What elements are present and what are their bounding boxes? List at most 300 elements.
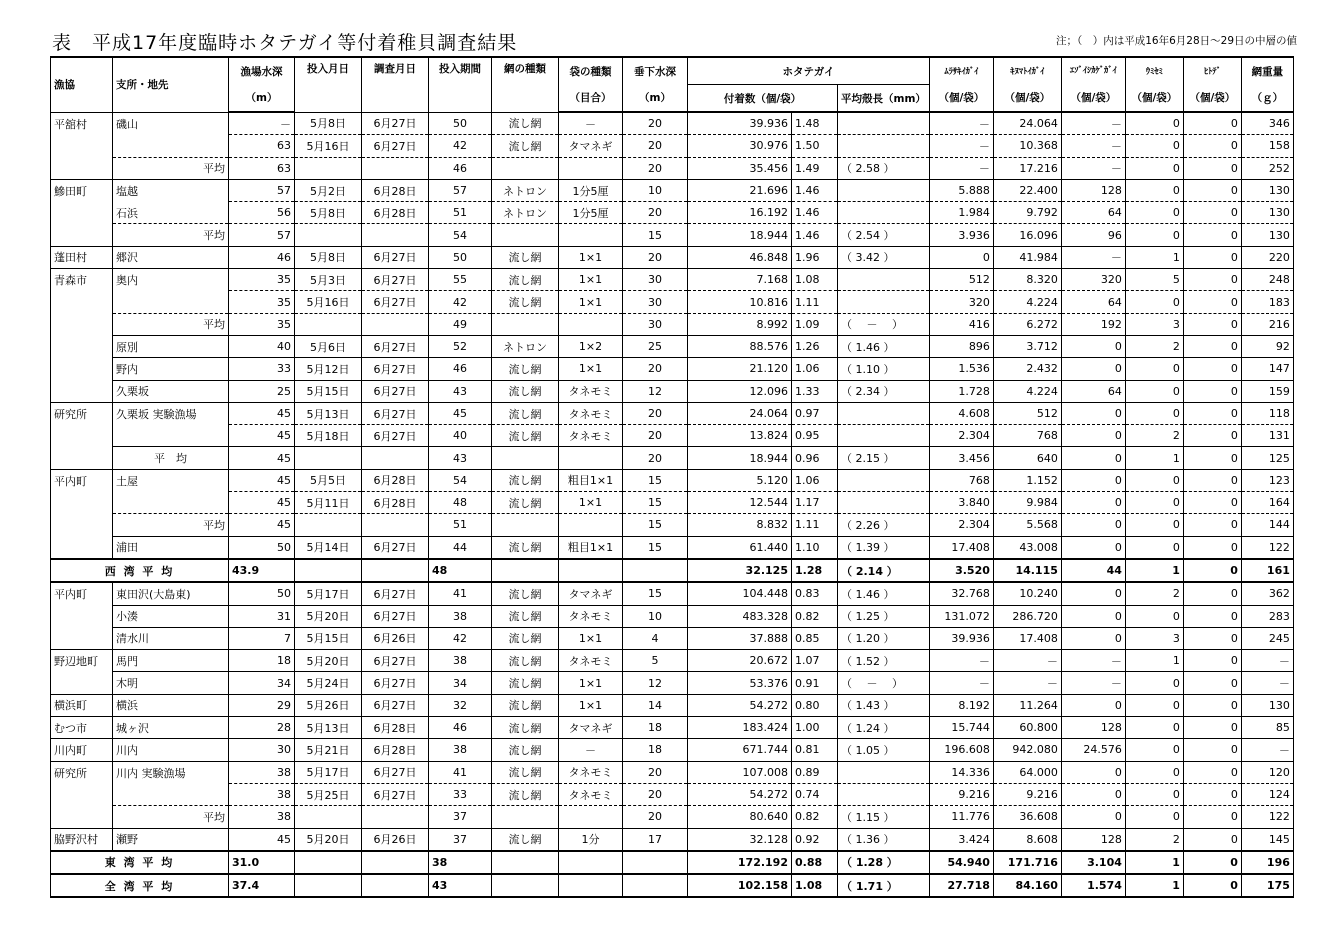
header-hang: 垂下水深 <box>623 57 688 85</box>
fishery-cell: 野辺地町 <box>51 650 113 672</box>
branch-cell <box>113 291 229 313</box>
net-weight-cell: － <box>1241 650 1293 672</box>
fishery-cell <box>51 447 113 469</box>
start-date-cell <box>295 447 362 469</box>
species-4-cell: 0 <box>1125 672 1183 694</box>
species-3-cell: 0 <box>1061 447 1125 469</box>
survey-date-cell: 6月28日 <box>362 739 429 761</box>
net-weight-cell: 216 <box>1241 313 1293 335</box>
species-3-cell: 0 <box>1061 761 1125 783</box>
period-cell: 51 <box>429 202 492 224</box>
period-cell: 44 <box>429 536 492 559</box>
species-4-cell: 0 <box>1125 202 1183 224</box>
previous-length-cell: （ 2.58 ） <box>838 157 930 179</box>
survey-date-cell: 6月27日 <box>362 269 429 291</box>
scallop-count-cell: 88.576 <box>688 335 792 357</box>
table-row <box>51 269 1294 291</box>
start-date-cell: 5月14日 <box>295 536 362 559</box>
net-type-cell <box>492 874 559 897</box>
period-cell: 48 <box>429 559 492 582</box>
net-type-cell <box>492 806 559 828</box>
depth-cell: 31.0 <box>229 851 295 874</box>
scallop-length-cell: 1.08 <box>792 874 838 897</box>
species-2-cell: 640 <box>993 447 1061 469</box>
species-2-cell: 10.240 <box>993 582 1061 605</box>
survey-date-cell <box>362 874 429 897</box>
fishery-cell <box>51 627 113 649</box>
species-3-cell: 0 <box>1061 492 1125 514</box>
species-5-cell: 0 <box>1183 380 1241 402</box>
depth-cell: 45 <box>229 828 295 851</box>
branch-cell: 平均 <box>113 514 229 536</box>
scallop-count-cell: 61.440 <box>688 536 792 559</box>
branch-cell: 石浜 <box>113 202 229 224</box>
scallop-length-cell: 1.49 <box>792 157 838 179</box>
scallop-count-cell: 102.158 <box>688 874 792 897</box>
start-date-cell: 5月5日 <box>295 469 362 491</box>
period-cell: 43 <box>429 447 492 469</box>
species-1-cell: － <box>929 672 993 694</box>
header-unit-3: （個/袋） <box>1061 85 1125 113</box>
header-length: 平均殻長（mm） <box>838 85 930 113</box>
hang-depth-cell: 10 <box>623 179 688 201</box>
period-cell: 50 <box>429 112 492 135</box>
header-hang-unit: （m） <box>623 85 688 113</box>
net-type-cell <box>492 447 559 469</box>
scallop-count-cell: 46.848 <box>688 246 792 268</box>
species-1-cell: 2.304 <box>929 425 993 447</box>
species-2-cell: 942.080 <box>993 739 1061 761</box>
hang-depth-cell: 15 <box>623 492 688 514</box>
species-5-cell: 0 <box>1183 358 1241 380</box>
species-4-cell: 1 <box>1125 874 1183 897</box>
survey-date-cell: 6月27日 <box>362 783 429 805</box>
species-1-cell: 27.718 <box>929 874 993 897</box>
scallop-count-cell: 20.672 <box>688 650 792 672</box>
header-scallop: ホタテガイ <box>688 57 930 85</box>
species-3-cell: 0 <box>1061 536 1125 559</box>
species-2-cell: 4.224 <box>993 291 1061 313</box>
branch-cell: 平 均 <box>113 447 229 469</box>
species-2-cell: 9.984 <box>993 492 1061 514</box>
species-1-cell: － <box>929 112 993 135</box>
start-date-cell: 5月13日 <box>295 402 362 424</box>
fishery-cell: 青森市 <box>51 269 113 291</box>
period-cell: 48 <box>429 492 492 514</box>
survey-date-cell: 6月27日 <box>362 672 429 694</box>
bag-type-cell: 1×1 <box>559 246 623 268</box>
previous-length-cell: （ 1.24 ） <box>838 717 930 739</box>
species-5-cell: 0 <box>1183 269 1241 291</box>
species-3-cell: 96 <box>1061 224 1125 246</box>
net-weight-cell: 175 <box>1241 874 1293 897</box>
species-4-cell: 0 <box>1125 492 1183 514</box>
depth-cell: 56 <box>229 202 295 224</box>
previous-length-cell: （ 1.15 ） <box>838 806 930 828</box>
net-type-cell <box>492 559 559 582</box>
net-weight-cell: 346 <box>1241 112 1293 135</box>
scallop-length-cell: 1.11 <box>792 291 838 313</box>
table-row <box>51 650 1294 672</box>
fishery-cell <box>51 224 113 246</box>
scallop-count-cell: 5.120 <box>688 469 792 491</box>
period-cell: 41 <box>429 582 492 605</box>
species-3-cell: 320 <box>1061 269 1125 291</box>
scallop-count-cell: 24.064 <box>688 402 792 424</box>
scallop-count-cell: 39.936 <box>688 112 792 135</box>
previous-length-cell: （ 1.46 ） <box>838 335 930 357</box>
bag-type-cell: 1×1 <box>559 358 623 380</box>
period-cell: 54 <box>429 469 492 491</box>
bag-type-cell <box>559 447 623 469</box>
species-1-cell: 54.940 <box>929 851 993 874</box>
bag-type-cell <box>559 806 623 828</box>
hang-depth-cell: 20 <box>623 761 688 783</box>
species-2-cell: 24.064 <box>993 112 1061 135</box>
hang-depth-cell: 20 <box>623 135 688 157</box>
species-1-cell: 11.776 <box>929 806 993 828</box>
start-date-cell: 5月8日 <box>295 202 362 224</box>
net-type-cell: 流し網 <box>492 650 559 672</box>
depth-cell: 35 <box>229 269 295 291</box>
header-count: 付着数（個/袋） <box>688 85 838 113</box>
species-2-cell: 17.216 <box>993 157 1061 179</box>
scallop-length-cell: 1.96 <box>792 246 838 268</box>
species-2-cell: 3.712 <box>993 335 1061 357</box>
scallop-length-cell: 0.74 <box>792 783 838 805</box>
species-2-cell: 9.792 <box>993 202 1061 224</box>
species-5-cell: 0 <box>1183 469 1241 491</box>
species-2-cell: 5.568 <box>993 514 1061 536</box>
species-1-cell: 15.744 <box>929 717 993 739</box>
net-type-cell: 流し網 <box>492 582 559 605</box>
previous-length-cell: （ 1.05 ） <box>838 739 930 761</box>
species-1-cell: 1.536 <box>929 358 993 380</box>
scallop-count-cell: 37.888 <box>688 627 792 649</box>
scallop-count-cell: 8.992 <box>688 313 792 335</box>
survey-date-cell: 6月27日 <box>362 761 429 783</box>
hang-depth-cell: 17 <box>623 828 688 851</box>
depth-cell: 38 <box>229 783 295 805</box>
previous-length-cell <box>838 469 930 491</box>
bag-type-cell: タマネギ <box>559 717 623 739</box>
species-3-cell: － <box>1061 246 1125 268</box>
depth-cell: 63 <box>229 135 295 157</box>
period-cell: 38 <box>429 739 492 761</box>
header-species-2: ｷﾇﾏﾄｲｶﾞｲ <box>993 57 1061 85</box>
species-5-cell: 0 <box>1183 739 1241 761</box>
depth-cell: 45 <box>229 425 295 447</box>
species-3-cell: 0 <box>1061 514 1125 536</box>
previous-length-cell <box>838 291 930 313</box>
survey-date-cell: 6月27日 <box>362 694 429 716</box>
species-2-cell: 11.264 <box>993 694 1061 716</box>
depth-cell: 7 <box>229 627 295 649</box>
survey-date-cell: 6月28日 <box>362 469 429 491</box>
table-row <box>51 246 1294 268</box>
scallop-count-cell: 32.125 <box>688 559 792 582</box>
hang-depth-cell: 4 <box>623 627 688 649</box>
hang-depth-cell: 15 <box>623 582 688 605</box>
species-3-cell: 0 <box>1061 358 1125 380</box>
previous-length-cell: （ 1.52 ） <box>838 650 930 672</box>
fishery-cell <box>51 605 113 627</box>
start-date-cell: 5月21日 <box>295 739 362 761</box>
previous-length-cell: （ 1.36 ） <box>838 828 930 851</box>
period-cell: 38 <box>429 605 492 627</box>
net-weight-cell: 248 <box>1241 269 1293 291</box>
species-1-cell: 1.984 <box>929 202 993 224</box>
table-row <box>51 202 1294 224</box>
fishery-cell <box>51 425 113 447</box>
branch-cell: 土屋 <box>113 469 229 491</box>
table-row <box>51 469 1294 491</box>
net-weight-cell: 131 <box>1241 425 1293 447</box>
previous-length-cell <box>838 135 930 157</box>
species-3-cell: 44 <box>1061 559 1125 582</box>
species-1-cell: － <box>929 650 993 672</box>
net-weight-cell: 144 <box>1241 514 1293 536</box>
species-2-cell: 17.408 <box>993 627 1061 649</box>
species-3-cell: 0 <box>1061 469 1125 491</box>
scallop-count-cell: 104.448 <box>688 582 792 605</box>
previous-length-cell: （ 1.71 ） <box>838 874 930 897</box>
header-unit-5: （個/袋） <box>1183 85 1241 113</box>
depth-cell: 57 <box>229 179 295 201</box>
table-row <box>51 627 1294 649</box>
depth-cell: 50 <box>229 536 295 559</box>
net-weight-cell: 92 <box>1241 335 1293 357</box>
survey-date-cell: 6月27日 <box>362 536 429 559</box>
species-4-cell: 3 <box>1125 627 1183 649</box>
bag-type-cell: 1×1 <box>559 269 623 291</box>
period-cell: 37 <box>429 828 492 851</box>
depth-cell: 28 <box>229 717 295 739</box>
species-1-cell: 3.424 <box>929 828 993 851</box>
previous-length-cell <box>838 783 930 805</box>
species-4-cell: 0 <box>1125 402 1183 424</box>
table-row <box>51 402 1294 424</box>
start-date-cell: 5月8日 <box>295 112 362 135</box>
species-4-cell: 1 <box>1125 559 1183 582</box>
previous-length-cell: （ 1.43 ） <box>838 694 930 716</box>
survey-date-cell: 6月27日 <box>362 291 429 313</box>
bag-type-cell: － <box>559 739 623 761</box>
net-type-cell: 流し網 <box>492 469 559 491</box>
start-date-cell <box>295 851 362 874</box>
fishery-cell: 川内町 <box>51 739 113 761</box>
hang-depth-cell: 15 <box>623 224 688 246</box>
species-1-cell: － <box>929 157 993 179</box>
start-date-cell: 5月16日 <box>295 291 362 313</box>
species-3-cell: － <box>1061 672 1125 694</box>
fishery-cell: 平内町 <box>51 582 113 605</box>
scallop-count-cell: 54.272 <box>688 783 792 805</box>
species-1-cell: － <box>929 135 993 157</box>
previous-length-cell: （ － ） <box>838 313 930 335</box>
hang-depth-cell: 14 <box>623 694 688 716</box>
table-row <box>51 112 1294 135</box>
species-5-cell: 0 <box>1183 112 1241 135</box>
species-2-cell: 43.008 <box>993 536 1061 559</box>
species-2-cell: 286.720 <box>993 605 1061 627</box>
scallop-count-cell: 8.832 <box>688 514 792 536</box>
branch-cell: 馬門 <box>113 650 229 672</box>
fishery-cell: 平舘村 <box>51 112 113 135</box>
net-type-cell <box>492 514 559 536</box>
fishery-cell <box>51 783 113 805</box>
net-weight-cell: 158 <box>1241 135 1293 157</box>
species-1-cell: 14.336 <box>929 761 993 783</box>
species-3-cell: 0 <box>1061 627 1125 649</box>
hang-depth-cell <box>623 874 688 897</box>
survey-date-cell <box>362 851 429 874</box>
branch-cell: 磯山 <box>113 112 229 135</box>
net-type-cell: 流し網 <box>492 739 559 761</box>
species-3-cell: 0 <box>1061 425 1125 447</box>
scallop-count-cell: 53.376 <box>688 672 792 694</box>
species-5-cell: 0 <box>1183 851 1241 874</box>
species-4-cell: 1 <box>1125 650 1183 672</box>
survey-date-cell: 6月27日 <box>362 358 429 380</box>
header-survey: 調査月日 <box>362 57 429 112</box>
species-2-cell: 16.096 <box>993 224 1061 246</box>
survey-date-cell <box>362 806 429 828</box>
species-4-cell: 1 <box>1125 851 1183 874</box>
net-type-cell: 流し網 <box>492 761 559 783</box>
period-cell: 49 <box>429 313 492 335</box>
bag-type-cell: タネモミ <box>559 650 623 672</box>
hang-depth-cell: 20 <box>623 806 688 828</box>
survey-date-cell: 6月28日 <box>362 202 429 224</box>
branch-cell: 久栗坂 実験漁場 <box>113 402 229 424</box>
scallop-length-cell: 1.46 <box>792 224 838 246</box>
species-4-cell: 2 <box>1125 335 1183 357</box>
scallop-length-cell: 1.26 <box>792 335 838 357</box>
header-species-4: ｳﾐｾﾐ <box>1125 57 1183 85</box>
branch-cell: 浦田 <box>113 536 229 559</box>
bag-type-cell: タネモミ <box>559 761 623 783</box>
scallop-length-cell: 0.82 <box>792 806 838 828</box>
bag-type-cell: タネモミ <box>559 605 623 627</box>
species-1-cell: 196.608 <box>929 739 993 761</box>
header-unit-4: （個/袋） <box>1125 85 1183 113</box>
hang-depth-cell: 20 <box>623 202 688 224</box>
species-1-cell: 4.608 <box>929 402 993 424</box>
survey-date-cell <box>362 313 429 335</box>
net-weight-cell: 130 <box>1241 179 1293 201</box>
net-weight-cell: 196 <box>1241 851 1293 874</box>
header-depth: 漁場水深 <box>229 57 295 85</box>
survey-date-cell <box>362 559 429 582</box>
survey-date-cell: 6月27日 <box>362 135 429 157</box>
branch-cell: 城ヶ沢 <box>113 717 229 739</box>
scallop-count-cell: 18.944 <box>688 224 792 246</box>
start-date-cell <box>295 157 362 179</box>
branch-cell: 平均 <box>113 224 229 246</box>
depth-cell: 34 <box>229 672 295 694</box>
previous-length-cell: （ 1.39 ） <box>838 536 930 559</box>
depth-cell: 25 <box>229 380 295 402</box>
branch-cell: 横浜 <box>113 694 229 716</box>
period-cell: 57 <box>429 179 492 201</box>
hang-depth-cell: 20 <box>623 157 688 179</box>
branch-cell: 平均 <box>113 806 229 828</box>
branch-cell: 郷沢 <box>113 246 229 268</box>
depth-cell: 35 <box>229 313 295 335</box>
branch-cell <box>113 783 229 805</box>
net-type-cell: 流し網 <box>492 627 559 649</box>
previous-length-cell <box>838 402 930 424</box>
header-net: 網の種類 <box>492 57 559 112</box>
previous-length-cell: （ 1.46 ） <box>838 582 930 605</box>
scallop-count-cell: 32.128 <box>688 828 792 851</box>
bag-type-cell <box>559 313 623 335</box>
species-5-cell: 0 <box>1183 492 1241 514</box>
fishery-cell: 蓬田村 <box>51 246 113 268</box>
period-cell: 50 <box>429 246 492 268</box>
bag-type-cell: 粗目1×1 <box>559 469 623 491</box>
branch-cell: 奥内 <box>113 269 229 291</box>
species-4-cell: 0 <box>1125 380 1183 402</box>
net-type-cell: 流し網 <box>492 425 559 447</box>
scallop-length-cell: 1.06 <box>792 358 838 380</box>
bag-type-cell: 1×2 <box>559 335 623 357</box>
species-2-cell: 1.152 <box>993 469 1061 491</box>
net-weight-cell: 85 <box>1241 717 1293 739</box>
region-average-label: 西 湾 平 均 <box>51 559 229 582</box>
branch-cell: 川内 <box>113 739 229 761</box>
net-type-cell: 流し網 <box>492 402 559 424</box>
species-5-cell: 0 <box>1183 761 1241 783</box>
period-cell: 42 <box>429 627 492 649</box>
net-type-cell: ネトロン <box>492 179 559 201</box>
depth-cell: 37.4 <box>229 874 295 897</box>
hang-depth-cell: 18 <box>623 739 688 761</box>
species-5-cell: 0 <box>1183 246 1241 268</box>
net-type-cell <box>492 157 559 179</box>
scallop-length-cell: 1.11 <box>792 514 838 536</box>
species-4-cell: 0 <box>1125 291 1183 313</box>
net-type-cell: ネトロン <box>492 202 559 224</box>
scallop-count-cell: 21.696 <box>688 179 792 201</box>
hang-depth-cell: 20 <box>623 425 688 447</box>
table-title: 表 平成17年度臨時ホタテガイ等付着稚貝調査結果 <box>52 32 518 54</box>
branch-cell <box>113 425 229 447</box>
species-2-cell: 512 <box>993 402 1061 424</box>
start-date-cell: 5月6日 <box>295 335 362 357</box>
species-1-cell: 768 <box>929 469 993 491</box>
net-weight-cell: 183 <box>1241 291 1293 313</box>
period-cell: 42 <box>429 291 492 313</box>
species-3-cell: 192 <box>1061 313 1125 335</box>
hang-depth-cell: 15 <box>623 469 688 491</box>
period-cell: 46 <box>429 358 492 380</box>
bag-type-cell: タネモミ <box>559 783 623 805</box>
species-1-cell: 5.888 <box>929 179 993 201</box>
scallop-length-cell: 0.82 <box>792 605 838 627</box>
previous-length-cell: （ 2.54 ） <box>838 224 930 246</box>
species-5-cell: 0 <box>1183 874 1241 897</box>
table-note: 注；（ ）内は平成16年6月28日～29日の中層の値 <box>1055 35 1297 47</box>
survey-date-cell: 6月27日 <box>362 112 429 135</box>
scallop-length-cell: 1.33 <box>792 380 838 402</box>
depth-cell: 40 <box>229 335 295 357</box>
period-cell: 42 <box>429 135 492 157</box>
start-date-cell: 5月8日 <box>295 246 362 268</box>
scallop-length-cell: 0.96 <box>792 447 838 469</box>
survey-date-cell <box>362 224 429 246</box>
